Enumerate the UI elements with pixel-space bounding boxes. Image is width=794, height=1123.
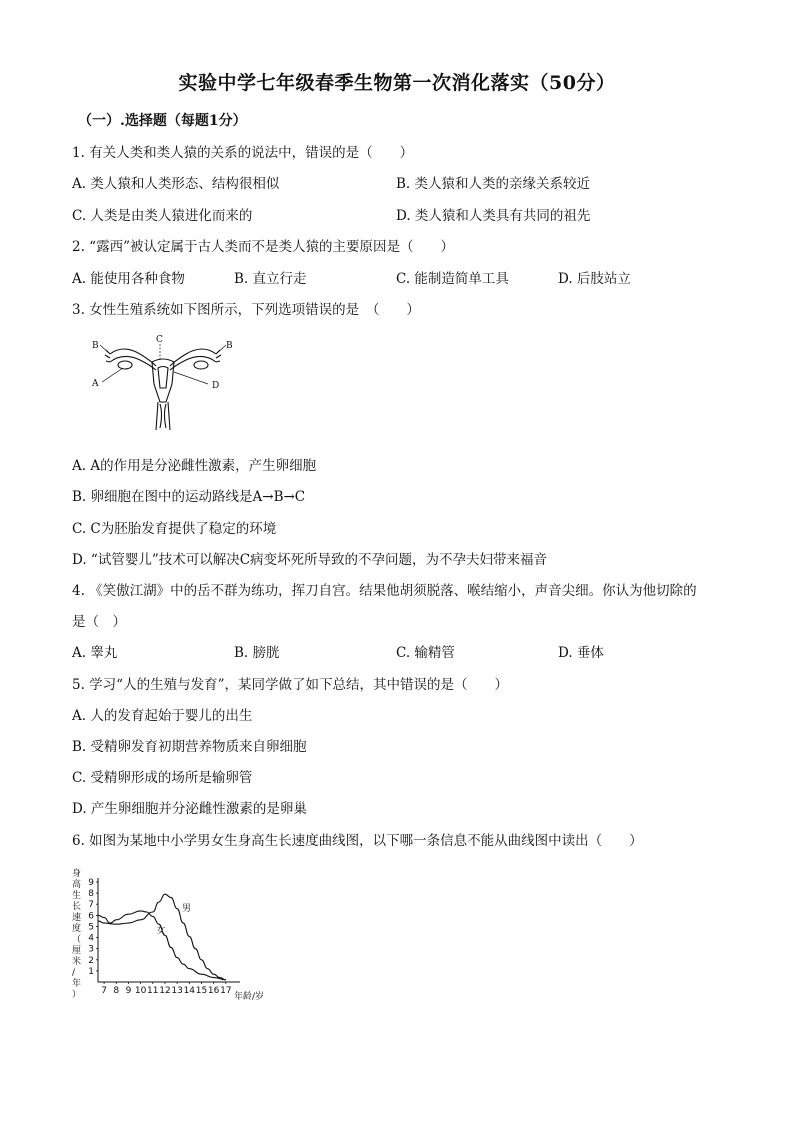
q3-option-c[interactable]: C. C为胚胎发育提供了稳定的环境 <box>72 521 277 537</box>
y-axis-label-char: 高 <box>72 880 82 890</box>
q5-option-c[interactable]: C. 受精卵形成的场所是输卵管 <box>72 770 253 786</box>
y-axis-label-char: 长 <box>72 902 82 912</box>
y-axis-label-char: 速 <box>72 913 82 923</box>
right-ovary <box>194 361 208 369</box>
series-label-girls: 女 <box>156 926 166 937</box>
series-line-boys <box>98 894 226 980</box>
page-title: 实验中学七年级春季生物第一次消化落实（50分） <box>178 72 616 94</box>
y-tick-label: 9 <box>88 878 94 888</box>
q6-stem: 6. 如图为某地中小学男女生身高生长速度曲线图，以下哪一条信息不能从曲线图中读出（ ） <box>72 833 643 849</box>
y-axis-label-char: 厘 <box>72 946 82 956</box>
q4-option-a[interactable]: A. 睾丸 <box>72 645 118 661</box>
y-axis-label-char: 年 <box>72 979 82 989</box>
q4-option-b[interactable]: B. 膀胱 <box>234 645 280 661</box>
y-tick-label: 8 <box>88 889 94 900</box>
x-tick-label: 16 <box>207 986 220 996</box>
q2-stem: 2. “露西”被认定属于古人类而不是类人猿的主要原因是（ ） <box>72 239 454 255</box>
label-b-right: B <box>226 341 233 351</box>
q5-option-d[interactable]: D. 产生卵细胞并分泌雌性激素的是卵巢 <box>72 801 307 817</box>
label-d: D <box>212 381 220 391</box>
x-axis-label: 年龄/岁 <box>234 992 265 1002</box>
series-label-boys: 男 <box>182 903 192 914</box>
q3-option-b[interactable]: B. 卵细胞在图中的运动路线是A→B→C <box>72 489 306 505</box>
y-tick-label: 6 <box>88 911 94 922</box>
q5-stem: 5. 学习“人的生殖与发育”，某同学做了如下总结，其中错误的是（ ） <box>72 677 508 693</box>
y-tick-label: 5 <box>88 922 94 933</box>
vagina <box>156 402 170 430</box>
q5-option-b[interactable]: B. 受精卵发育初期营养物质来自卵细胞 <box>72 739 307 755</box>
x-tick-label: 13 <box>171 986 183 996</box>
q2-option-b[interactable]: B. 直立行走 <box>234 271 307 287</box>
q1-option-b[interactable]: B. 类人猿和人类的亲缘关系较近 <box>396 176 591 192</box>
y-axis-label <box>72 867 81 1000</box>
y-tick-label: 7 <box>88 900 94 911</box>
y-axis-label-char: 米 <box>72 957 82 967</box>
y-tick-label: 3 <box>88 944 94 955</box>
x-tick-label: 12 <box>159 986 171 996</box>
q1-option-a[interactable]: A. 类人猿和人类形态、结构很相似 <box>72 176 280 192</box>
q3-option-d[interactable]: D. “试管婴儿”技术可以解决C病变坏死所导致的不孕问题，为不孕夫妇带来福音 <box>72 552 548 568</box>
q3-option-a[interactable]: A. A的作用是分泌雌性激素，产生卵细胞 <box>72 458 317 474</box>
y-axis-label-char: 度 <box>72 924 82 934</box>
q4-stem-line1: 4. 《笑傲江湖》中的岳不群为练功，挥刀自宫。结果他胡须脱落、喉结缩小，声音尖细。你认为他切除的 <box>72 583 697 599</box>
left-ovary <box>118 361 132 369</box>
q5-option-a[interactable]: A. 人的发育起始于婴儿的出生 <box>72 708 253 724</box>
q2-option-a[interactable]: A. 能使用各种食物 <box>72 271 185 287</box>
q1-stem: 1. 有关人类和类人猿的关系的说法中，错误的是（ ） <box>72 145 414 161</box>
section-heading: （一）.选择题（每题1分） <box>78 113 247 129</box>
q2-option-d[interactable]: D. 后肢站立 <box>558 271 631 287</box>
label-c: C <box>156 335 163 345</box>
y-axis-label-char: （ <box>72 935 82 945</box>
x-tick-label: 9 <box>125 986 132 996</box>
q1-option-d[interactable]: D. 类人猿和人类具有共同的祖先 <box>396 208 591 224</box>
x-tick-label: 14 <box>183 986 196 996</box>
q2-option-c[interactable]: C. 能制造简单工具 <box>396 271 509 287</box>
female-reproductive-system-diagram <box>88 332 238 434</box>
y-axis-label-char: ） <box>72 990 82 1000</box>
q3-stem: 3. 女性生殖系统如下图所示，下列选项错误的是 （ ） <box>72 302 420 318</box>
x-tick-label: 8 <box>113 986 120 996</box>
y-tick-label: 1 <box>88 966 94 977</box>
label-b-left: B <box>92 341 99 351</box>
q4-stem-line2: 是（ ） <box>72 614 126 630</box>
height-growth-chart <box>68 866 288 1010</box>
x-tick-label: 15 <box>195 986 208 996</box>
x-tick-label: 17 <box>220 986 232 996</box>
label-a: A <box>92 379 99 389</box>
q4-option-c[interactable]: C. 输精管 <box>396 645 455 661</box>
y-tick-label: 2 <box>88 955 94 966</box>
x-tick-label: 7 <box>101 986 107 996</box>
x-tick-label: 11 <box>147 986 159 996</box>
y-tick-label: 4 <box>88 933 94 944</box>
q4-option-d[interactable]: D. 垂体 <box>558 645 604 661</box>
y-axis-label-char: / <box>72 968 76 978</box>
series-line-girls <box>98 911 226 980</box>
q1-option-c[interactable]: C. 人类是由类人猿进化而来的 <box>72 208 253 224</box>
x-tick-label: 10 <box>134 986 147 996</box>
y-axis-label-char: 生 <box>72 891 82 901</box>
y-axis-label-char: 身 <box>72 869 82 879</box>
